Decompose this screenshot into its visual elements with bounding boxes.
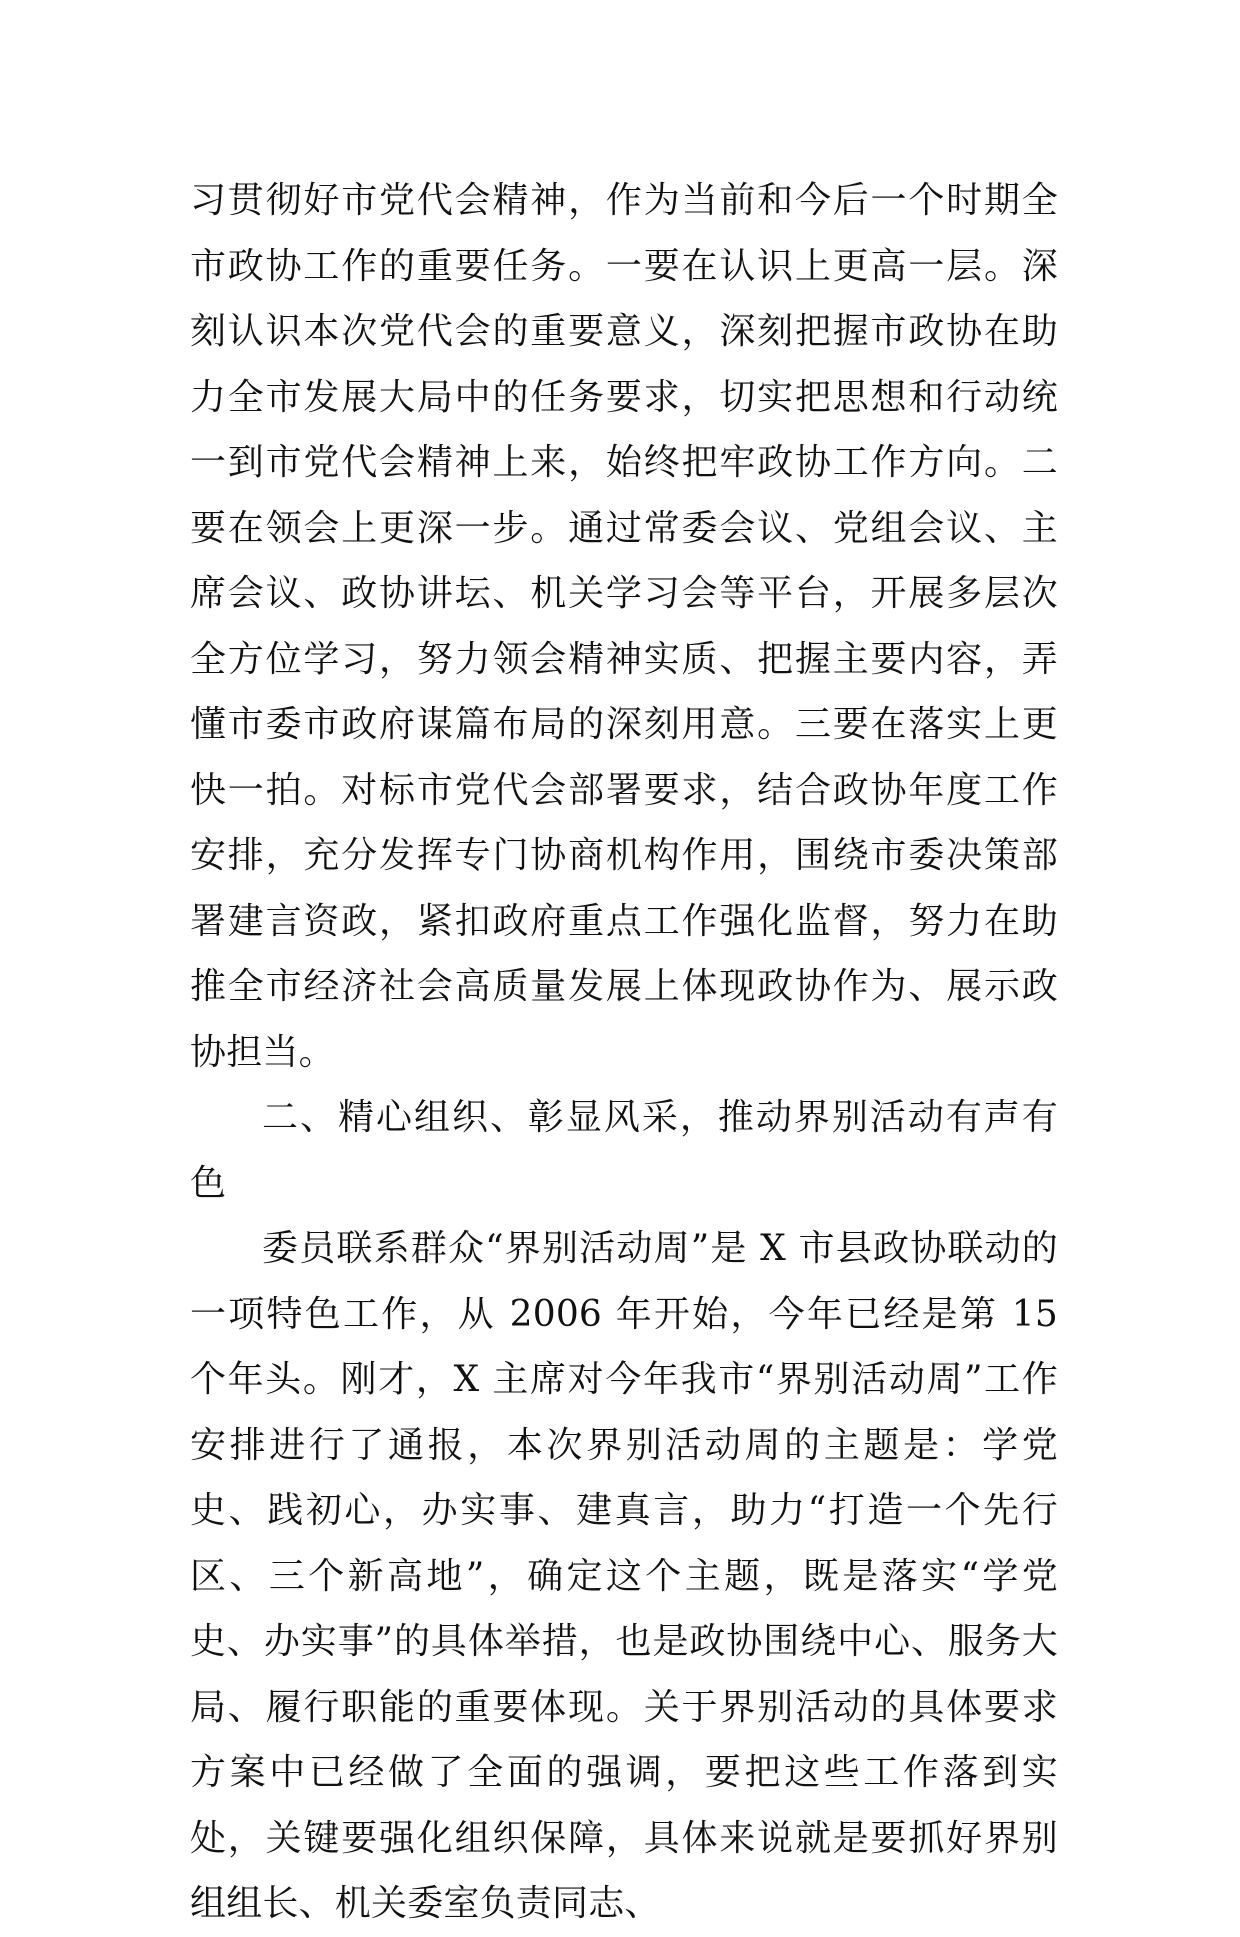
paragraph-continuation: 习贯彻好市党代会精神，作为当前和今后一个时期全市政协工作的重要任务。一要在认识上更高一层。深刻认识本次党代会的重要意义，深刻把握市政协在助力全市发展大局中的任务要求，切实把思想和行动统一到市党代会精神上来，始终把牢政协工作方向。二要在领会上更深一步。通过常委会议、党组会议、主席会议、政协讲坛、机关学习会等平台，开展多层次全方位学习，努力领会精神实质、把握主要内容，弄懂市委市政府谋篇布局的深刻用意。三要在落实上更快一拍。对标市党代会部署要求，结合政协年度工作安排，充分发挥专门协商机构作用，围绕市委决策部署建言资政，紧扣政府重点工作强化监督，努力在助推全市经济社会高质量发展上体现政协作为、展示政协担当。 bbox=[190, 180, 1058, 1073]
paragraph-body: 委员联系群众“界别活动周”是 X 市县政协联动的一项特色工作，从 2006 年开始，今年已经是第 15 个年头。刚才，X 主席对今年我市“界别活动周”工作安排进行了通报，本次界别活动周的主题是：学党史、践初心，办实事、建真言，助力“打造一个先行区、三个新高地”，确定这个主题，既是落实“学党史、办实事”的具体举措，也是政协围绕中心、服务大局、履行职能的重要体现。关于界别活动的具体要求方案中已经做了全面的强调，要把这些工作落到实处，关键要强化组织保障，具体来说就是要抓好界别组组长、机关委室负责同志、 bbox=[190, 1228, 1058, 1924]
document-body bbox=[190, 168, 1058, 1937]
section-heading: 二、精心组织、彰显风采，推动界别活动有声有色 bbox=[190, 1097, 1058, 1204]
